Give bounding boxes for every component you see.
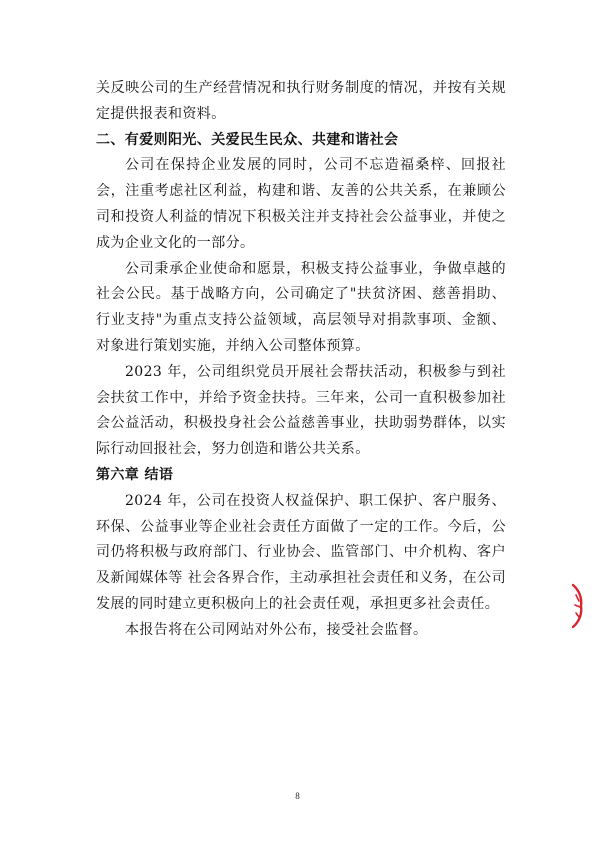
page-content xyxy=(96,76,506,644)
seal-stamp-fragment xyxy=(570,583,584,629)
page-number: 8 xyxy=(295,791,300,801)
paragraph-continued: 关反映公司的生产经营情况和执行财务制度的情况，并按有关规定提供报表和资料。 xyxy=(96,80,506,122)
paragraph-publication: 本报告将在公司网站对外公布，接受社会监督。 xyxy=(125,621,428,638)
chapter-heading: 第六章 结语 xyxy=(96,466,174,483)
paragraph-mission: 公司秉承企业使命和愿景，积极支持公益事业，争做卓越的社会公民。基于战略方向，公司确定了"扶贫济困、慈善捐助、行业支持"为重点支持公益领域，高层领导对捐款事项、金额、对象进行策划实施，并纳入公司整体预算。 xyxy=(96,260,506,354)
section-heading: 二、有爱则阳光、关爱民生民众、共建和谐社会 xyxy=(96,131,399,148)
paragraph-2023-activities: 2023 年，公司组织党员开展社会帮扶活动，积极参与到社会扶贫工作中，并给予资金扶持。三年来，公司一直积极参加社会公益活动，积极投身社会公益慈善事业，扶助弱势群体，以实际行动回报社会，努力创造和谐公共关系。 xyxy=(96,363,506,458)
paragraph-2024-summary: 2024 年，公司在投资人权益保护、职工保护、客户服务、环保、公益事业等企业社会责任方面做了一定的工作。今后，公司仍将积极与政府部门、行业协会、监管部门、中介机构、客户及新闻媒体等 社会各界合作，主动承担社会责任和义务，在公司发展的同时建立更积极向上的社会责任观，承担更多社会责任。 xyxy=(96,492,506,612)
paragraph-community: 公司在保持企业发展的同时，公司不忘造福桑梓、回报社会，注重考虑社区利益，构建和谐、友善的公共关系，在兼顾公司和投资人利益的情况下积极关注并支持社会公益事业，并使之成为企业文化的一部分。 xyxy=(96,157,506,251)
